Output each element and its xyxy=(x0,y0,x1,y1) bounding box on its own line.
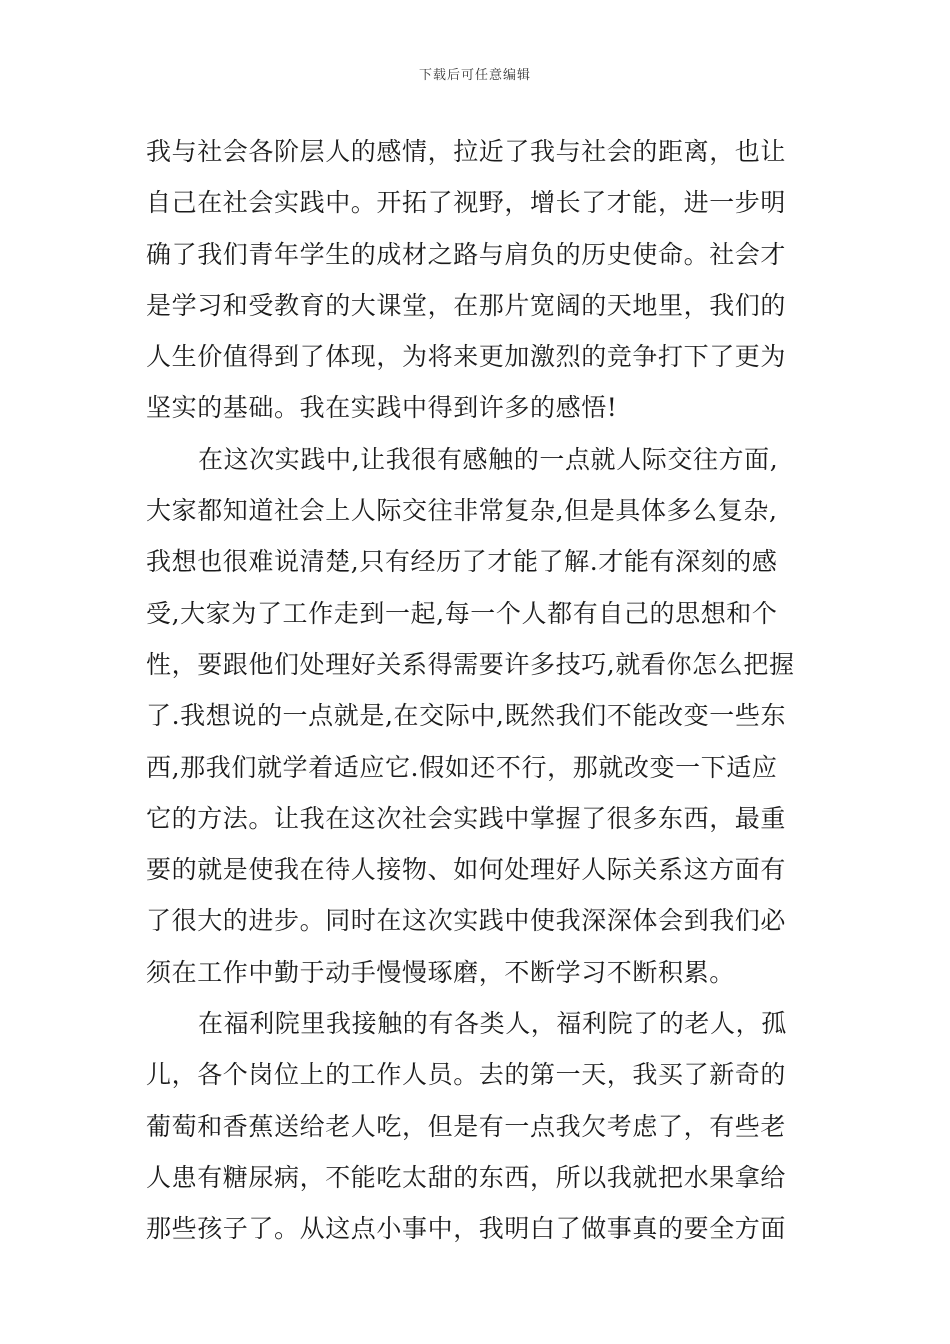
page-header: 下载后可任意编辑 xyxy=(418,68,531,83)
text-line: 受,大家为了工作走到一起,每一个人都有自己的思想和个 xyxy=(146,598,778,628)
text-line: 坚实的基础。我在实践中得到许多的感悟! xyxy=(146,393,618,423)
text-line: 是学习和受教育的大课堂，在那片宽阔的天地里，我们的 xyxy=(146,290,787,320)
text-line: 要的就是使我在待人接物、如何处理好人际关系这方面有 xyxy=(146,855,787,885)
text-line: 大家都知道社会上人际交往非常复杂,但是具体多么复杂, xyxy=(146,496,778,526)
text-line: 我想也很难说清楚,只有经历了才能了解.才能有深刻的感 xyxy=(146,547,778,577)
text-line: 那些孩子了。从这点小事中，我明白了做事真的要全方面 xyxy=(146,1214,787,1244)
text-line: 儿，各个岗位上的工作人员。去的第一天，我买了新奇的 xyxy=(146,1060,787,1090)
text-line: 我与社会各阶层人的感情，拉近了我与社会的距离，也让 xyxy=(146,137,787,166)
text-line: 须在工作中勤于动手慢慢琢磨，不断学习不断积累。 xyxy=(146,957,735,987)
text-line: 它的方法。让我在这次社会实践中掌握了很多东西，最重 xyxy=(146,803,787,833)
text-line: 人患有糖尿病，不能吃太甜的东西，所以我就把水果拿给 xyxy=(146,1162,787,1192)
text-line: 性，要跟他们处理好关系得需要许多技巧,就看你怎么把握 xyxy=(146,649,795,679)
document-body xyxy=(146,126,806,1255)
text-line: 西,那我们就学着适应它.假如还不行，那就改变一下适应 xyxy=(146,752,778,782)
paragraph-first-line: 在福利院里我接触的有各类人，福利院了的老人，孤 xyxy=(198,1009,787,1039)
text-line: 葡萄和香蕉送给老人吃，但是有一点我欠考虑了，有些老 xyxy=(146,1111,787,1141)
text-line: 人生价值得到了体现，为将来更加激烈的竞争打下了更为 xyxy=(146,342,787,372)
text-line: 了.我想说的一点就是,在交际中,既然我们不能改变一些东 xyxy=(146,701,787,731)
text-line: 自己在社会实践中。开拓了视野，增长了才能，进一步明 xyxy=(146,188,787,218)
text-line: 确了我们青年学生的成材之路与肩负的历史使命。社会才 xyxy=(146,239,787,269)
paragraph-first-line: 在这次实践中,让我很有感触的一点就人际交往方面, xyxy=(198,444,779,474)
text-line: 了很大的进步。同时在这次实践中使我深深体会到我们必 xyxy=(146,906,787,936)
